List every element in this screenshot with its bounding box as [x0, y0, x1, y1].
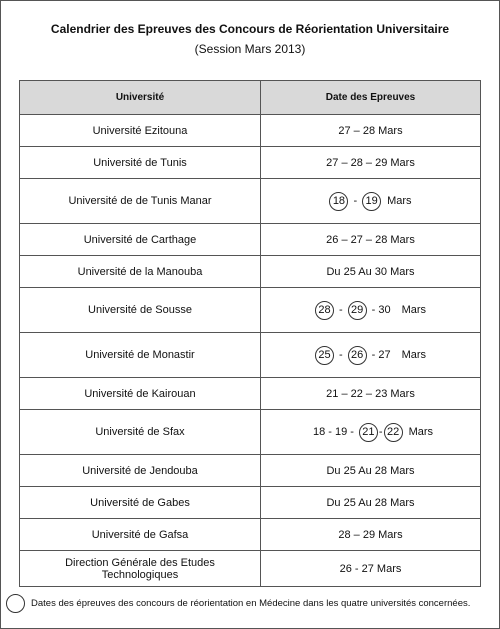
exam-dates-cell	[261, 115, 481, 147]
circled-date: 26	[348, 346, 367, 365]
circled-date: 19	[362, 192, 381, 211]
table-row	[20, 179, 481, 224]
circled-date: 18	[329, 192, 348, 211]
university-cell: Université de Gabes	[20, 487, 261, 519]
exam-calendar-table	[19, 80, 481, 587]
exam-dates-cell	[261, 487, 481, 519]
date-separator: -	[378, 426, 383, 438]
footnote-text: Dates des épreuves des concours de réorientation en Médecine dans les quatre universités concernées.	[31, 598, 471, 609]
table-row	[20, 487, 481, 519]
dates-group	[340, 563, 402, 575]
table-row	[20, 333, 481, 378]
dates-group	[338, 529, 402, 541]
exam-dates-cell	[261, 455, 481, 487]
table-row	[20, 224, 481, 256]
university-cell: Université de Sfax	[20, 410, 261, 455]
exam-dates-cell	[261, 147, 481, 179]
month-label: Mars	[387, 195, 412, 207]
university-cell: Université de Carthage	[20, 224, 261, 256]
exam-dates-cell	[261, 179, 481, 224]
month-label: Mars	[401, 349, 427, 361]
document-subtitle: (Session Mars 2013)	[194, 42, 306, 56]
table-row	[20, 410, 481, 455]
date-text: 27 – 28 – 29 Mars	[326, 156, 415, 169]
university-cell: Université de de Tunis Manar	[20, 179, 261, 224]
exam-dates-cell	[261, 378, 481, 410]
dates-group	[338, 125, 402, 137]
footnote	[6, 594, 470, 613]
university-cell: Université de la Manouba	[20, 256, 261, 288]
date-text: 27 – 28 Mars	[338, 124, 403, 137]
table-row	[20, 115, 481, 147]
month-label: Mars	[401, 304, 427, 316]
date-text: 26 – 27 – 28 Mars	[326, 233, 415, 246]
document-title: Calendrier des Epreuves des Concours de Réorientation Universitaire	[50, 22, 450, 36]
dates-group	[308, 423, 433, 442]
circled-date: 25	[315, 346, 334, 365]
date-text: 21 – 22 – 23 Mars	[326, 387, 415, 400]
table-row	[20, 288, 481, 333]
date-text: Du 25 Au 28 Mars	[326, 464, 415, 477]
exam-dates-cell	[261, 333, 481, 378]
circled-date: 28	[315, 301, 334, 320]
table-row	[20, 519, 481, 551]
dates-group	[326, 465, 414, 477]
exam-dates-cell	[261, 224, 481, 256]
date-separator: - 30	[371, 304, 391, 316]
exam-dates-cell	[261, 288, 481, 333]
date-separator: - 27	[371, 349, 391, 361]
circled-date: 21	[359, 423, 378, 442]
circle-legend-icon	[6, 594, 25, 613]
university-cell: Université de Gafsa	[20, 519, 261, 551]
dates-group	[329, 192, 411, 211]
dates-group	[326, 157, 415, 169]
date-text: 28 – 29 Mars	[338, 528, 403, 541]
exam-dates-cell	[261, 410, 481, 455]
dates-group	[326, 266, 414, 278]
university-cell: Université de Jendouba	[20, 455, 261, 487]
exam-dates-cell	[261, 519, 481, 551]
university-cell: Direction Générale des Etudes Technologiques	[20, 551, 261, 587]
date-text: Du 25 Au 28 Mars	[326, 496, 415, 509]
date-separator: -	[338, 304, 343, 316]
university-cell: Université de Tunis	[20, 147, 261, 179]
university-cell: Université de Sousse	[20, 288, 261, 333]
dates-group	[326, 497, 414, 509]
date-separator: 18 - 19 -	[312, 426, 354, 438]
month-label: Mars	[408, 426, 434, 438]
date-text: Du 25 Au 30 Mars	[326, 265, 415, 278]
dates-group	[326, 234, 415, 246]
header-university: Université	[20, 81, 261, 115]
university-cell: Université Ezitouna	[20, 115, 261, 147]
dates-group	[326, 388, 415, 400]
table-row	[20, 256, 481, 288]
circled-date: 29	[348, 301, 367, 320]
table-row	[20, 551, 481, 587]
dates-group	[315, 301, 426, 320]
date-separator: -	[338, 349, 343, 361]
exam-dates-cell	[261, 256, 481, 288]
university-cell: Université de Monastir	[20, 333, 261, 378]
university-cell: Université de Kairouan	[20, 378, 261, 410]
table-body	[20, 115, 481, 587]
table-row	[20, 378, 481, 410]
circled-date: 22	[384, 423, 403, 442]
date-text: 26 - 27 Mars	[339, 562, 402, 575]
dates-group	[315, 346, 426, 365]
table-row	[20, 455, 481, 487]
table-header-row	[20, 81, 481, 115]
table-row	[20, 147, 481, 179]
date-separator: -	[353, 195, 358, 207]
header-exam-dates: Date des Epreuves	[261, 81, 481, 115]
exam-dates-cell	[261, 551, 481, 587]
